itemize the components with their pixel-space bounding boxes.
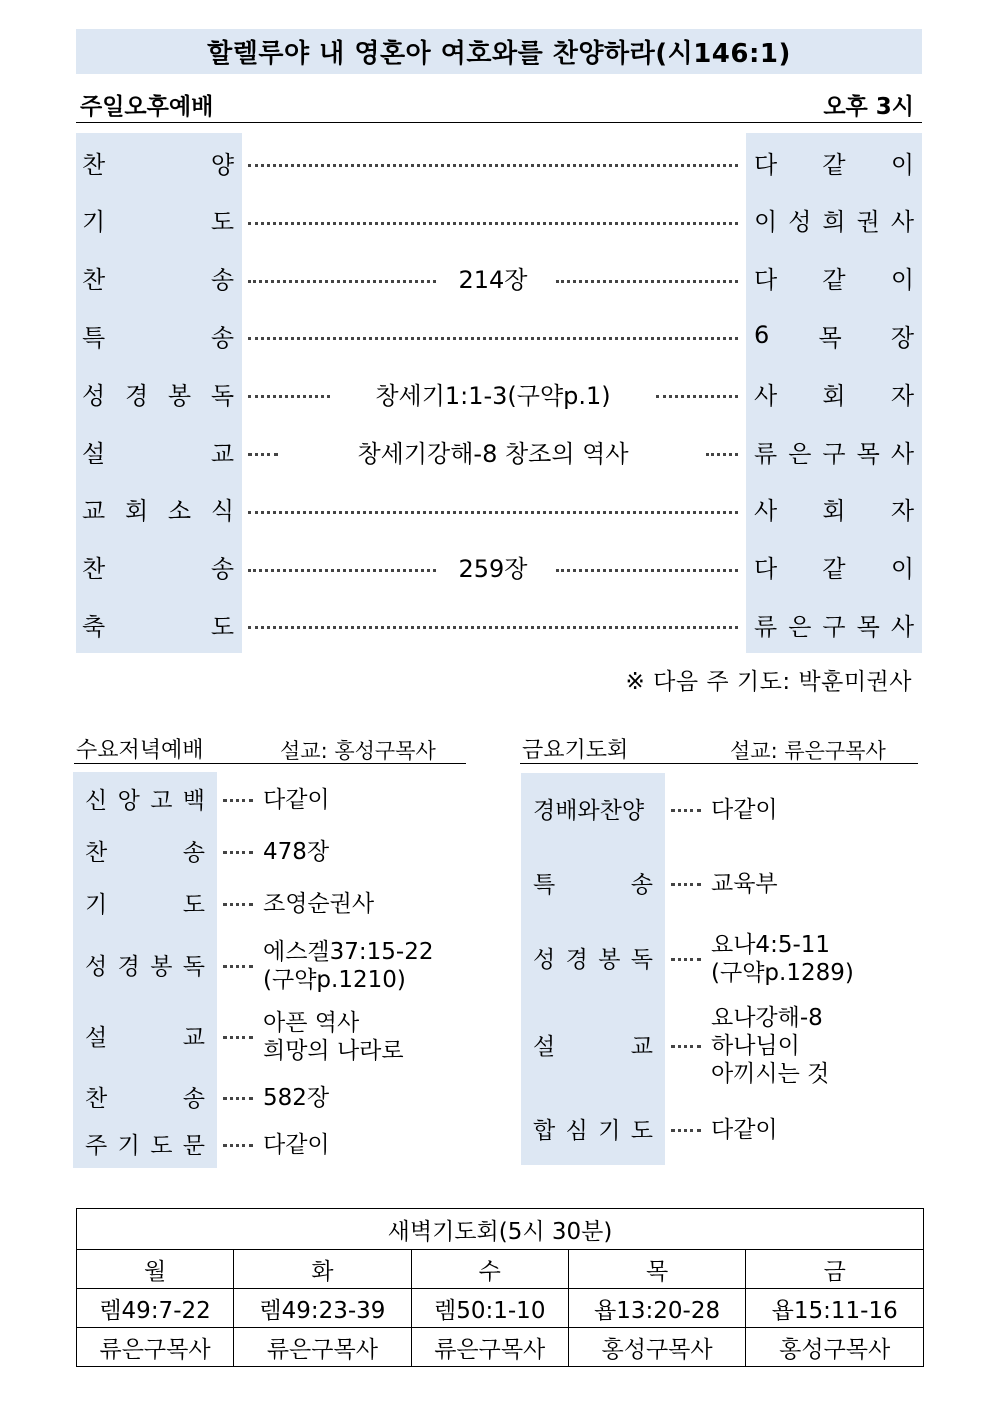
order-person-char: 같: [822, 150, 846, 179]
wednesday-order-label-char: 신: [85, 787, 108, 814]
order-label-char: 양: [210, 150, 234, 179]
wednesday-order-label-char: 도: [182, 891, 205, 918]
leader-cell: 홍성구목사: [568, 1328, 746, 1367]
leader-dots: [223, 799, 253, 802]
order-person-char: 류: [754, 612, 778, 641]
wednesday-order-value: [263, 1084, 329, 1112]
leader-dots: [248, 222, 738, 225]
wednesday-order-label-char: 송: [182, 839, 205, 866]
friday-order-label-char: 봉: [598, 946, 621, 973]
order-label-char: 찬: [82, 150, 106, 179]
order-person-char: 다: [754, 150, 778, 179]
friday-value-line: 아끼시는 것: [711, 1061, 830, 1087]
order-label: [82, 249, 234, 307]
order-person-char: 자: [890, 497, 914, 526]
friday-order-label-char: 심: [565, 1117, 588, 1144]
day-cell: 금: [746, 1250, 924, 1289]
order-label-char: 송: [210, 555, 234, 584]
leader-dots: [223, 851, 253, 854]
order-person-char: 사: [754, 497, 778, 526]
wednesday-order-label-char: 기: [117, 1132, 140, 1159]
order-label-char: 찬: [82, 555, 106, 584]
dawn-prayer-title: 새벽기도회(5시 30분): [77, 1209, 924, 1250]
friday-value-line: 다같이: [711, 797, 778, 823]
order-person-char: 사: [754, 381, 778, 410]
wednesday-value-line: 아픈 역사: [263, 1010, 360, 1036]
order-person-char: 회: [822, 497, 846, 526]
wednesday-order-value: [263, 786, 330, 814]
friday-value-line: 요나4:5-11: [711, 932, 831, 958]
order-label-char: 성: [82, 381, 106, 410]
leader-dots: [223, 1144, 253, 1147]
reading-cell: 렘50:1-10: [411, 1289, 568, 1328]
friday-divider: [520, 763, 918, 764]
order-person-char: 이: [890, 266, 914, 295]
dawn-readings-row: [77, 1289, 924, 1328]
leader-dots: [671, 1045, 701, 1048]
day-cell: 수: [411, 1250, 568, 1289]
order-label: [82, 480, 234, 538]
friday-order-label-char: 경: [565, 946, 588, 973]
wednesday-value-line: (구약p.1210): [263, 967, 406, 993]
order-person: [754, 595, 914, 653]
leader-dots: [656, 395, 738, 398]
order-person-char: 구: [822, 612, 846, 641]
sunday-order-row: [76, 538, 922, 596]
friday-order-label: [533, 792, 653, 824]
wednesday-order-value: [263, 890, 374, 918]
leader-dots: [248, 337, 738, 340]
friday-sermon: 설교: 류은구목사: [730, 739, 886, 763]
order-person-char: 다: [754, 266, 778, 295]
order-person-char: 목: [818, 323, 842, 352]
order-person: [754, 191, 914, 249]
order-label-char: 송: [210, 266, 234, 295]
wednesday-order-label-char: 주: [85, 1132, 108, 1159]
sunday-order-row: [76, 480, 922, 538]
reading-cell: 렘49:23-39: [234, 1289, 412, 1328]
leader-dots: [671, 883, 701, 886]
friday-value-line: 다같이: [711, 1117, 778, 1143]
wednesday-order-label-char: 도: [150, 1132, 173, 1159]
order-label: [82, 595, 234, 653]
order-person: [754, 480, 914, 538]
order-person-char: 사: [890, 208, 914, 237]
wednesday-order-label-char: 설: [85, 1024, 108, 1051]
order-label-char: 도: [210, 612, 234, 641]
reading-cell: 욥13:20-28: [568, 1289, 746, 1328]
friday-value-line: 요나강해-8: [711, 1005, 823, 1031]
order-label: [82, 538, 234, 596]
page-banner: 할렐루야 내 영혼아 여호와를 찬양하라(시146:1): [76, 29, 922, 74]
order-person: [754, 538, 914, 596]
friday-order-label-char: 경배와찬양: [533, 797, 645, 824]
leader-dots: [223, 965, 253, 968]
friday-order-label-char: 설: [533, 1033, 556, 1060]
sunday-order-row: [76, 595, 922, 653]
order-person-char: 이: [890, 555, 914, 584]
friday-order-value: [711, 796, 778, 824]
wednesday-order-label: [85, 886, 205, 918]
wednesday-order-label-char: 앙: [117, 787, 140, 814]
order-item-detail: 창세기1:1-3(구약p.1): [375, 381, 611, 410]
leader-dots: [556, 280, 738, 283]
order-label-char: 특: [82, 323, 106, 352]
order-person-char: 다: [754, 555, 778, 584]
friday-order-label: [533, 1112, 653, 1144]
friday-order-label-char: 독: [630, 946, 653, 973]
order-person: [754, 306, 914, 364]
wednesday-order-label-char: 찬: [85, 839, 108, 866]
wednesday-service-title: 수요저녁예배: [76, 738, 204, 763]
friday-order-value: [711, 1116, 778, 1144]
order-label-char: 교: [82, 497, 106, 526]
leader-cell: 류은구목사: [77, 1328, 234, 1367]
wednesday-order-label-char: 독: [182, 953, 205, 980]
order-label-char: 도: [210, 208, 234, 237]
wednesday-order-label-char: 교: [182, 1024, 205, 1051]
order-person-char: 은: [788, 439, 812, 468]
order-person: [754, 249, 914, 307]
day-cell: 목: [568, 1250, 746, 1289]
wednesday-value-line: 희망의 나라로: [263, 1038, 404, 1064]
order-label-char: 기: [82, 208, 106, 237]
order-label-char: 찬: [82, 266, 106, 295]
wednesday-value-line: 582장: [263, 1085, 330, 1111]
sunday-order-row: [76, 364, 922, 422]
order-label-char: 봉: [167, 381, 192, 410]
leader-dots: [671, 1129, 701, 1132]
wednesday-order-label-char: 백: [182, 787, 205, 814]
leader-dots: [248, 453, 278, 456]
day-cell: 월: [77, 1250, 234, 1289]
order-person-char: 같: [822, 266, 846, 295]
sunday-order-row: [76, 306, 922, 364]
leader-dots: [223, 903, 253, 906]
wednesday-order-label: [85, 948, 205, 980]
order-person-char: 장: [890, 323, 914, 352]
wednesday-divider: [74, 763, 466, 764]
wednesday-order-label-char: 경: [117, 953, 140, 980]
wednesday-order-label-char: 봉: [150, 953, 173, 980]
order-label: [82, 133, 234, 191]
leader-dots: [671, 809, 701, 812]
leader-dots: [223, 1097, 253, 1100]
wednesday-order-label: [85, 782, 205, 814]
order-person-char: 류: [754, 439, 778, 468]
order-item-detail: 창세기강해-8 창조의 역사: [357, 439, 629, 468]
leader-cell: 류은구목사: [411, 1328, 568, 1367]
friday-order-label: [533, 1028, 653, 1060]
friday-order-label: [533, 941, 653, 973]
wednesday-sermon: 설교: 홍성구목사: [280, 739, 436, 763]
wednesday-order-label-char: 송: [182, 1085, 205, 1112]
wednesday-order-label-char: 성: [85, 953, 108, 980]
leader-cell: 홍성구목사: [746, 1328, 924, 1367]
order-person-char: 회: [822, 381, 846, 410]
order-label-char: 교: [210, 439, 234, 468]
order-label-char: 경: [124, 381, 149, 410]
friday-order-value: [711, 1004, 829, 1088]
wednesday-order-value: [263, 938, 434, 994]
friday-value-line: 하나님이: [711, 1033, 800, 1059]
leader-cell: 류은구목사: [234, 1328, 412, 1367]
friday-value-line: (구약p.1289): [711, 960, 854, 986]
order-label-char: 회: [124, 497, 149, 526]
friday-order-label-char: 도: [630, 1117, 653, 1144]
wednesday-value-line: 다같이: [263, 787, 330, 813]
next-week-prayer-note: ※ 다음 주 기도: 박훈미권사: [625, 669, 912, 695]
order-person-char: 은: [788, 612, 812, 641]
day-cell: 화: [234, 1250, 412, 1289]
wednesday-order-label: [85, 1080, 205, 1112]
wednesday-value-line: 478장: [263, 839, 330, 865]
dawn-days-row: [77, 1250, 924, 1289]
order-label: [82, 191, 234, 249]
order-label-char: 소: [167, 497, 192, 526]
order-person-char: 권: [856, 208, 880, 237]
order-label: [82, 422, 234, 480]
friday-order-label-char: 교: [630, 1033, 653, 1060]
order-person-char: 이: [754, 208, 778, 237]
wednesday-order-label: [85, 834, 205, 866]
order-label-char: 축: [82, 612, 106, 641]
order-label: [82, 364, 234, 422]
friday-order-label: [533, 866, 653, 898]
wednesday-order-label-char: 고: [150, 787, 173, 814]
sunday-divider: [76, 122, 922, 123]
wednesday-order-label-char: 기: [85, 891, 108, 918]
leader-dots: [556, 569, 738, 572]
order-person-char: 사: [890, 612, 914, 641]
order-person-char: 같: [822, 555, 846, 584]
order-label: [82, 306, 234, 364]
order-person-char: 구: [822, 439, 846, 468]
sunday-order-row: [76, 422, 922, 480]
friday-value-line: 교육부: [711, 871, 778, 897]
sunday-service-time: 오후 3시: [823, 94, 914, 120]
friday-order-value: [711, 931, 854, 987]
wednesday-order-label: [85, 1127, 205, 1159]
dawn-prayer-table: [76, 1208, 924, 1367]
order-person-char: 자: [890, 381, 914, 410]
dawn-leaders-row: [77, 1328, 924, 1367]
reading-cell: 렘49:7-22: [77, 1289, 234, 1328]
wednesday-value-line: 조영순권사: [263, 891, 375, 917]
friday-order-value: [711, 870, 778, 898]
order-item-detail: 259장: [458, 555, 528, 584]
friday-order-label-char: 합: [533, 1117, 556, 1144]
order-person-char: 성: [788, 208, 812, 237]
leader-dots: [706, 453, 738, 456]
wednesday-order-label-char: 문: [182, 1132, 205, 1159]
wednesday-order-value: [263, 1131, 330, 1159]
order-person: [754, 364, 914, 422]
friday-service-title: 금요기도회: [522, 738, 629, 763]
wednesday-order-label-char: 찬: [85, 1085, 108, 1112]
leader-dots: [248, 511, 738, 514]
friday-order-label-char: 송: [630, 871, 653, 898]
wednesday-value-line: 다같이: [263, 1132, 330, 1158]
order-label-char: 독: [210, 381, 234, 410]
order-label-char: 송: [210, 323, 234, 352]
sunday-service-title: 주일오후예배: [80, 94, 214, 120]
reading-cell: 욥15:11-16: [746, 1289, 924, 1328]
wednesday-value-line: 에스겔37:15-22: [263, 939, 434, 965]
wednesday-order-value: [263, 1009, 404, 1065]
leader-dots: [248, 626, 738, 629]
wednesday-order-label: [85, 1019, 205, 1051]
order-item-detail: 214장: [458, 266, 528, 295]
order-person-char: 목: [856, 439, 880, 468]
order-person-char: 사: [890, 439, 914, 468]
order-label-char: 식: [210, 497, 234, 526]
sunday-order-row: [76, 249, 922, 307]
order-label-char: 설: [82, 439, 106, 468]
order-person-char: 이: [890, 150, 914, 179]
order-person-char: 6: [754, 321, 770, 350]
sunday-order-row: [76, 191, 922, 249]
leader-dots: [248, 164, 738, 167]
friday-order-label-char: 특: [533, 871, 556, 898]
order-person-char: 희: [822, 208, 846, 237]
order-person-char: 목: [856, 612, 880, 641]
leader-dots: [223, 1036, 253, 1039]
sunday-order-row: [76, 133, 922, 191]
friday-order-label-char: 기: [598, 1117, 621, 1144]
leader-dots: [671, 958, 701, 961]
order-person: [754, 133, 914, 191]
friday-order-label-char: 성: [533, 946, 556, 973]
order-person: [754, 422, 914, 480]
wednesday-order-value: [263, 838, 329, 866]
